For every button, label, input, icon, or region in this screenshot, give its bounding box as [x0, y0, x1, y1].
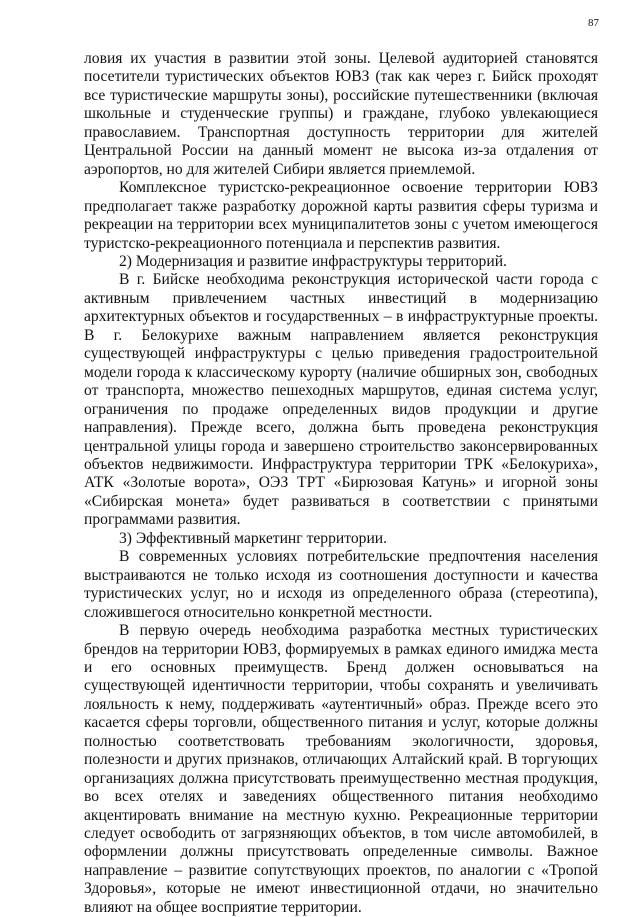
paragraph-3: В г. Бийске необходима реконструкция исторической части города с активным привлечением частных инвестиций в модернизацию архитектурных объектов и государственных – в инфраструктурные проекты. В г. Белокурихе важным направлением является реконструкция существующей инфраструктуры с целью приведения градостроительной модели города к классическому курорту (наличие обширных зон, свободных от транспорта, множество пешеходных маршрутов, единая система услуг, ограничения по продаже определенных видов продукции и другие направления). Прежде всего, должна быть проведена реконструкция центральной улицы города и завершено строительство законсервированных объектов недвижимости. Инфраструктура территории ТРК «Белокуриха», АТК «Золотые ворота», ОЭЗ ТРТ «Бирюзовая Катунь» и игорной зоны «Сибирская монета» будет развиваться в соответствии с принятыми программами развития.	[84, 271, 598, 529]
section-heading-2: 2) Модернизация и развитие инфраструктуры территорий.	[119, 252, 507, 270]
paragraph-1: ловия их участия в развитии этой зоны. Целевой аудиторией становятся посетители туристических объектов ЮВЗ (так как через г. Бийск проходят все туристические маршруты зоны), российские путешественники (включая школьные и студенческие группы) и граждане, глубоко увлекающиеся православием. Транспортная доступность территории для жителей Центральной России на данный момент не высока из-за отдаления от аэропортов, но для жителей Сибири является приемлемой.	[84, 50, 598, 178]
paragraph-2: Комплексное туристско-рекреационное освоение территории ЮВЗ предполагает также разработку дорожной карты развития сферы туризма и рекреации на территории всех муниципалитетов зоны с учетом имеющегося туристско-рекреационного потенциала и перспектив развития.	[84, 179, 598, 252]
body-text	[84, 50, 598, 917]
section-heading-3: 3) Эффективный маркетинг территории.	[119, 529, 388, 547]
page-number: 87	[588, 17, 599, 29]
paragraph-5: В первую очередь необходима разработка местных туристических брендов на территории ЮВЗ, формируемых в рамках единого имиджа места и его основных преимуществ. Бренд должен основываться на существующей идентичности территории, чтобы сохранять и увеличивать лояльность к нему, поддерживать «аутентичный» образ. Прежде всего это касается сферы торговли, общественного питания и услуг, которые должны полностью соответствовать требованиям экологичности, здоровья, полезности и других признаков, отличающих Алтайский край. В торгующих организациях должна присутствовать преимущественно местная продукция, во всех отелях и заведениях общественного питания необходимо акцентировать внимание на местную кухню. Рекреационные территории следует освободить от загрязняющих объектов, в том числе автомобилей, в оформлении должны присутствовать определенные символы. Важное направление – развитие сопутствующих проектов, по аналогии с «Тропой Здоровья», которые не имеют инвестиционной отдачи, но значительно влияют на общее восприятие территории.	[84, 622, 598, 916]
paragraph-4: В современных условиях потребительские предпочтения населения выстраиваются не только исходя из соотношения доступности и качества туристических услуг, но и исходя из определенного образа (стереотипа), сложившегося относительно конкретной местности.	[84, 548, 598, 621]
